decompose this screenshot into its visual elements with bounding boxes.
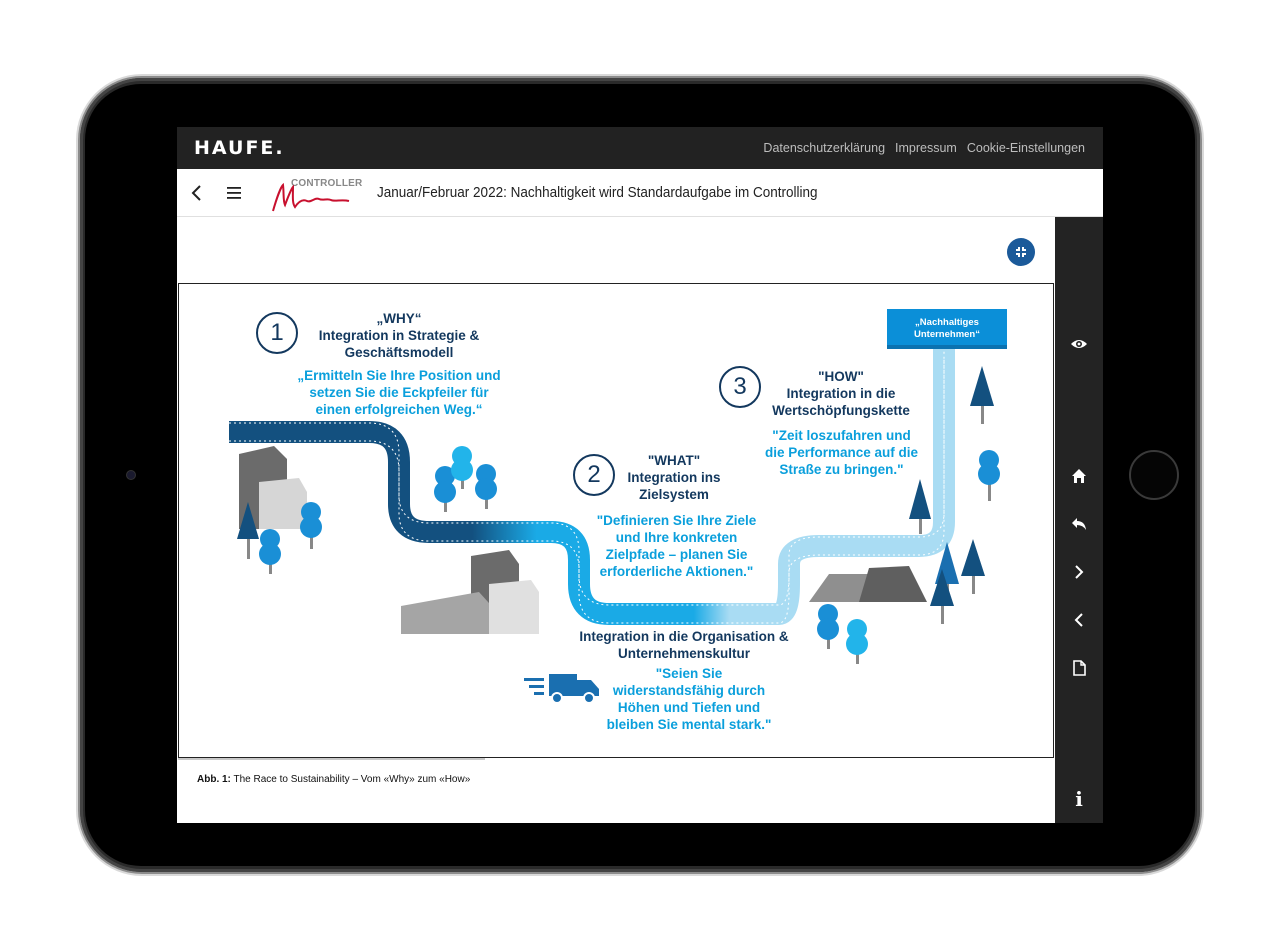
step1-title-line: Integration in Strategie &	[318, 328, 480, 343]
step3-quote	[754, 427, 929, 478]
collapse-icon	[1007, 238, 1035, 266]
step2-title-line: Integration ins	[627, 470, 721, 485]
step1-quote	[284, 367, 514, 418]
screen	[177, 127, 1103, 823]
rocks-right	[809, 566, 927, 602]
chevron-left-icon[interactable]	[1069, 610, 1089, 630]
rocks-middle	[401, 550, 539, 634]
step3-quote-line: die Performance auf die	[764, 445, 919, 460]
cookie-settings-link[interactable]: Cookie-Einstellungen	[966, 141, 1085, 155]
bottom-quote-line: Höhen und Tiefen und	[617, 700, 761, 715]
step3-title-line: Wertschöpfungskette	[772, 403, 910, 418]
top-bar	[177, 127, 1103, 169]
caption-text: The Race to Sustainability – Vom «Why» zum «How»	[230, 774, 471, 785]
bottom-quote-line: bleiben Sie mental stark."	[606, 717, 772, 732]
step1-number-circle: 1	[256, 312, 298, 354]
step2-title-line: Zielsystem	[639, 487, 709, 502]
step2-quote-line: "Definieren Sie Ihre Ziele	[596, 513, 757, 528]
caption-area	[177, 758, 1055, 823]
step2-number-circle: 2	[573, 454, 615, 496]
bottom-quote	[589, 665, 789, 733]
step3-quote-line: Straße zu bringen."	[779, 462, 904, 477]
brand-logo[interactable]: HAUFE.	[194, 137, 285, 159]
figure-caption	[197, 774, 470, 785]
step2-title-line: "WHAT"	[647, 453, 701, 468]
top-links	[763, 141, 1085, 155]
step1-title	[309, 310, 489, 361]
bottom-title-line: Unternehmenskultur	[617, 646, 751, 661]
menu-icon[interactable]	[225, 183, 245, 203]
reading-progress-bar	[178, 758, 485, 760]
caption-label: Abb. 1:	[197, 774, 231, 785]
collapse-fullscreen-button[interactable]	[1007, 238, 1035, 266]
document-icon[interactable]	[1069, 658, 1089, 678]
goal-box: „Nachhaltiges Unternehmen“	[887, 309, 1007, 349]
bottom-title	[559, 628, 809, 662]
back-icon[interactable]	[187, 181, 207, 205]
camera-icon	[126, 470, 136, 480]
right-toolbar	[1055, 217, 1103, 823]
step2-quote-line: erforderliche Aktionen."	[599, 564, 754, 579]
privacy-link[interactable]: Datenschutzerklärung	[763, 141, 886, 155]
step1-title-line: „WHY“	[376, 311, 422, 326]
content-header-area	[177, 217, 1055, 283]
bottom-title-line: Integration in die Organisation &	[579, 629, 789, 644]
logo-script-icon	[269, 179, 355, 215]
issue-title: Januar/Februar 2022: Nachhaltigkeit wird Standardaufgabe im Controlling	[377, 184, 818, 201]
controller-magazin-logo[interactable]	[269, 175, 363, 211]
step3-title	[761, 368, 921, 419]
reply-icon[interactable]	[1069, 514, 1089, 534]
figure-race-to-sustainability	[178, 283, 1054, 758]
step1-quote-line: „Ermitteln Sie Ihre Position und	[297, 368, 501, 383]
bottom-quote-line: widerstandsfähig durch	[612, 683, 766, 698]
step1-quote-line: setzen Sie die Eckpfeiler für	[309, 385, 489, 400]
step2-quote-line: Zielpfade – planen Sie	[605, 547, 748, 562]
eye-icon[interactable]	[1069, 334, 1089, 354]
step2-quote-line: und Ihre konkreten	[615, 530, 738, 545]
bottom-quote-line: "Seien Sie	[655, 666, 723, 681]
truck-icon	[524, 674, 599, 703]
step3-title-line: Integration in die	[786, 386, 896, 401]
step1-quote-line: einen erfolgreichen Weg.“	[315, 402, 483, 417]
nav-bar	[177, 169, 1103, 217]
step1-title-line: Geschäftsmodell	[344, 345, 454, 360]
step3-title-line: "HOW"	[818, 369, 864, 384]
imprint-link[interactable]: Impressum	[895, 141, 957, 155]
logo-top-text: CONTROLLER	[291, 178, 363, 189]
info-icon[interactable]: i	[1075, 787, 1083, 811]
home-button[interactable]	[1129, 450, 1179, 500]
step2-quote	[584, 512, 769, 580]
home-icon[interactable]	[1069, 466, 1089, 486]
chevron-right-icon[interactable]	[1069, 562, 1089, 582]
step2-title	[619, 452, 729, 503]
step3-quote-line: "Zeit loszufahren und	[772, 428, 911, 443]
step3-number-circle: 3	[719, 366, 761, 408]
